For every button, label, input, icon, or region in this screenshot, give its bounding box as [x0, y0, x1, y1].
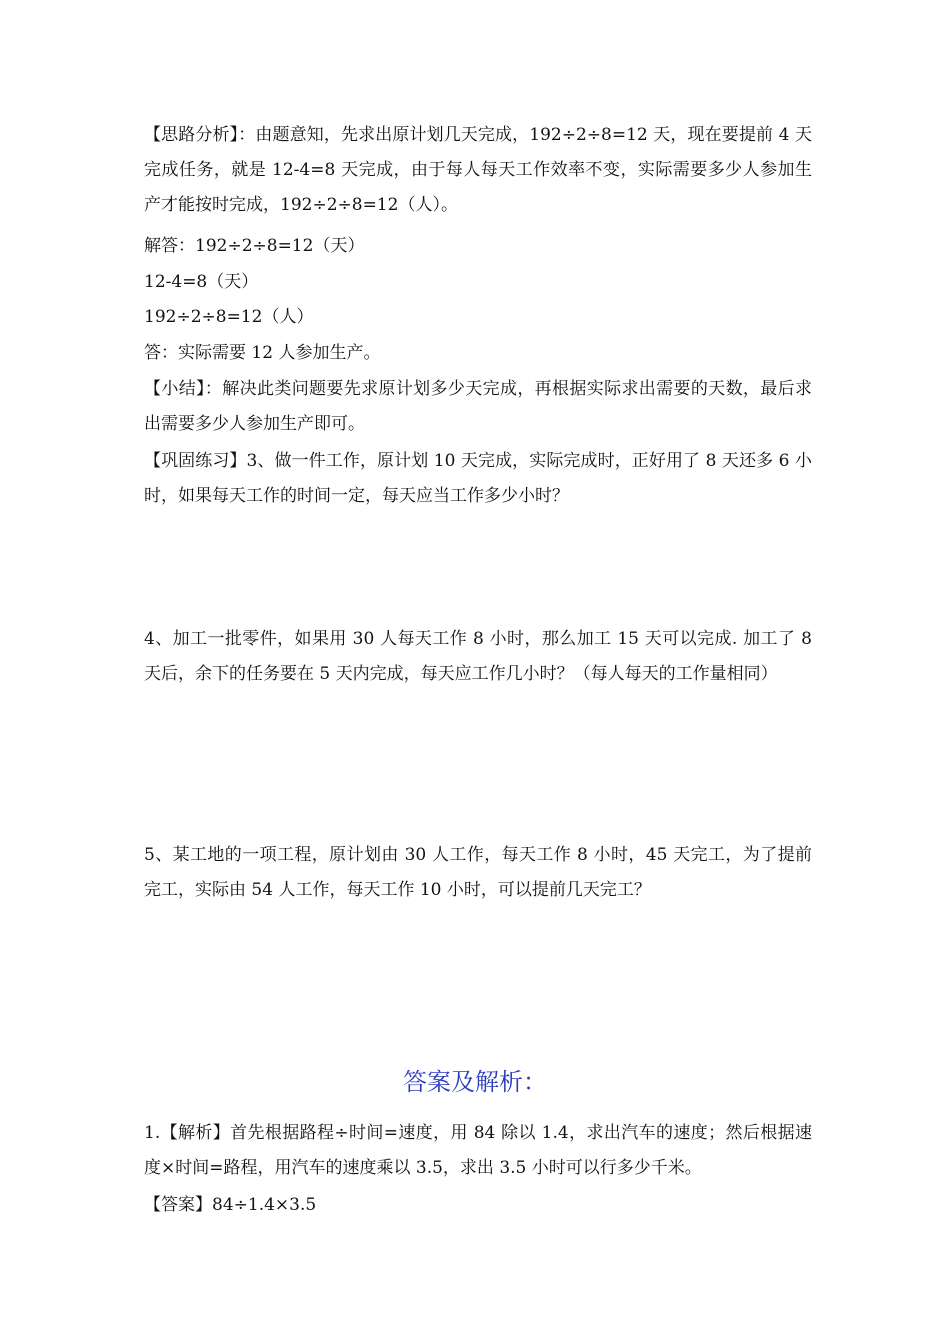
summary-paragraph: 【小结】：解决此类问题要先求原计划多少天完成，再根据实际求出需要的天数，最后求出需要多少人参加生产即可。 [144, 379, 812, 434]
answer-line: 答：实际需要 12 人参加生产。 [144, 343, 381, 363]
exercise-3: 【巩固练习】3、做一件工作，原计划 10 天完成，实际完成时，正好用了 8 天还多 6 小时，如果每天工作的时间一定，每天应当工作多少小时？ [144, 451, 812, 506]
exercise-5: 5、某工地的一项工程，原计划由 30 人工作，每天工作 8 小时，45 天完工，为了提前完工，实际由 54 人工作，每天工作 10 小时，可以提前几天完工？ [144, 845, 812, 900]
solution-line-3: 192÷2÷8=12（人） [144, 307, 314, 327]
analysis-paragraph: 【思路分析】：由题意知，先求出原计划几天完成，192÷2÷8=12 天，现在要提前 4 天完成任务，就是 12-4=8 天完成，由于每人每天工作效率不变，实际需要多少人参加生产才能按时完成，192÷2÷8=12（人）。 [144, 125, 812, 215]
solution-line-1: 解答：192÷2÷8=12（天） [144, 236, 365, 256]
solution-line-2: 12-4=8（天） [144, 272, 259, 292]
answers-heading: 答案及解析： [403, 1068, 547, 1096]
answer-1-analysis: 1.【解析】首先根据路程÷时间=速度，用 84 除以 1.4，求出汽车的速度；然后根据速度×时间=路程，用汽车的速度乘以 3.5，求出 3.5 小时可以行多少千米。 [144, 1123, 812, 1178]
answer-1-key: 【答案】84÷1.4×3.5 [144, 1195, 317, 1215]
exercise-4: 4、加工一批零件，如果用 30 人每天工作 8 小时，那么加工 15 天可以完成. 加工了 8 天后，余下的任务要在 5 天内完成，每天应工作几小时？（每人每天的工作量相同） [144, 629, 812, 684]
